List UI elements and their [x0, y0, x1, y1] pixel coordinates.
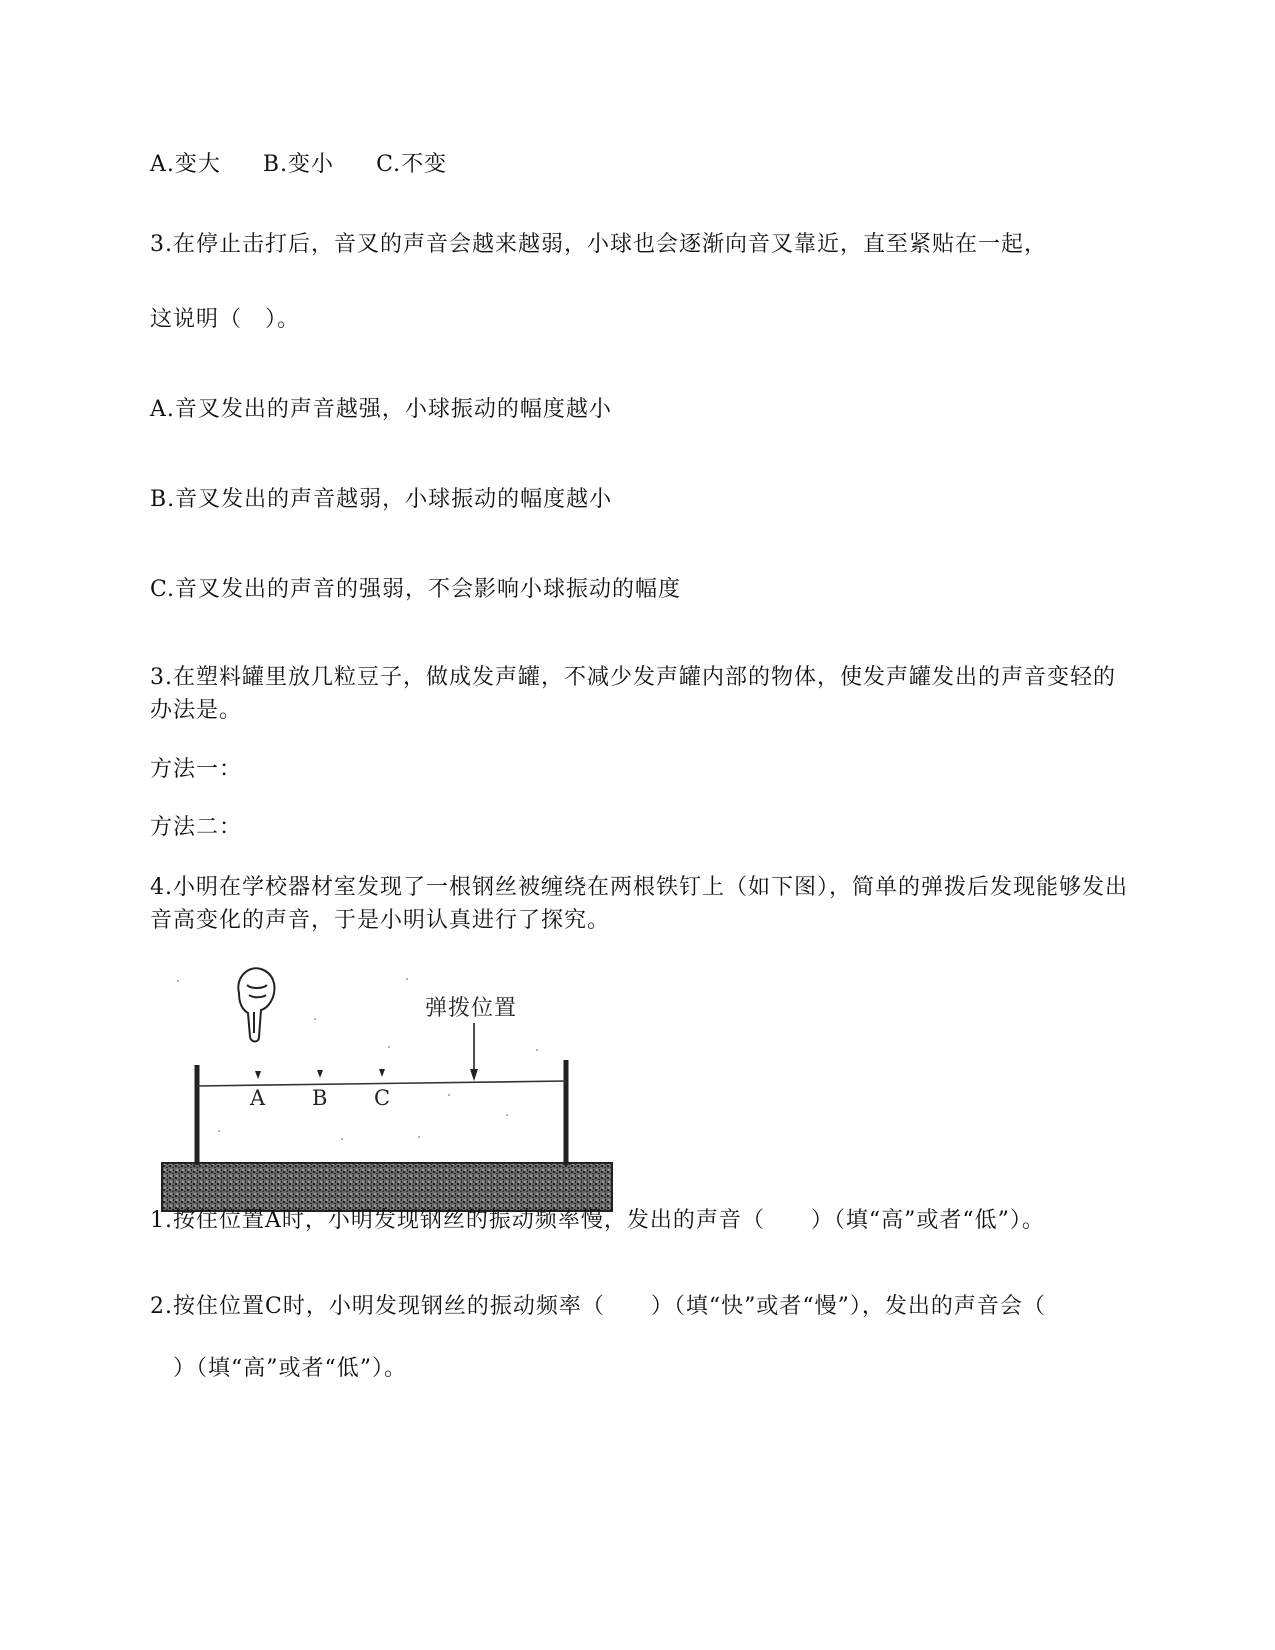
wooden-board [162, 1163, 612, 1211]
pluck-position-label: 弹拨位置 [425, 996, 518, 1021]
pointing-hand-icon [238, 968, 274, 1041]
point-label-b: B [312, 1086, 328, 1110]
question-4-sub1: 1.按住位置A时，小明发现钢丝的振动频率慢，发出的声音（ ）（填“高”或者“低”）。 [150, 1208, 1045, 1233]
option-c-text: C.不变 [376, 152, 448, 177]
option-row-top [150, 150, 447, 180]
marker-b [317, 1070, 323, 1078]
option-b-text: B.变小 [262, 152, 335, 177]
wire-diagram [157, 955, 619, 1213]
question-4-sub2-line1: 2.按住位置C时，小明发现钢丝的振动频率（ ）（填“快”或者“慢”），发出的声音会（ [150, 1294, 1046, 1319]
question-3a-stem-line2: 这说明（ ）。 [150, 307, 301, 332]
question-4-sub2-line2: ）（填“高”或者“低”）。 [150, 1356, 407, 1381]
marker-c [379, 1069, 385, 1077]
marker-a [255, 1071, 261, 1079]
question-3a-option-a: A.音叉发出的声音越强，小球振动的幅度越小 [150, 397, 612, 422]
method-two-label: 方法二： [150, 815, 243, 840]
wire-experiment-figure [157, 955, 619, 1213]
pluck-arrow-head [470, 1069, 478, 1081]
question-3b-stem: 3.在塑料罐里放几粒豆子，做成发声罐，不减少发声罐内部的物体，使发声罐发出的声音变轻的办法是。 [150, 665, 1116, 723]
method-one-label: 方法一： [150, 757, 243, 782]
question-3a-option-c: C.音叉发出的声音的强弱，不会影响小球振动的幅度 [150, 577, 682, 602]
question-4-stem: 4.小明在学校器材室发现了一根钢丝被缠绕在两根铁钉上（如下图），简单的弹拨后发现能够发出音高变化的声音，于是小明认真进行了探究。 [150, 875, 1128, 933]
point-label-c: C [374, 1086, 391, 1110]
question-3a-option-b: B.音叉发出的声音越弱，小球振动的幅度越小 [150, 487, 613, 512]
option-a-text: A.变大 [150, 152, 221, 177]
point-label-a: A [250, 1086, 266, 1110]
question-3a-stem-line1: 3.在停止击打后，音叉的声音会越来越弱，小球也会逐渐向音叉靠近，直至紧贴在一起， [150, 232, 1047, 257]
